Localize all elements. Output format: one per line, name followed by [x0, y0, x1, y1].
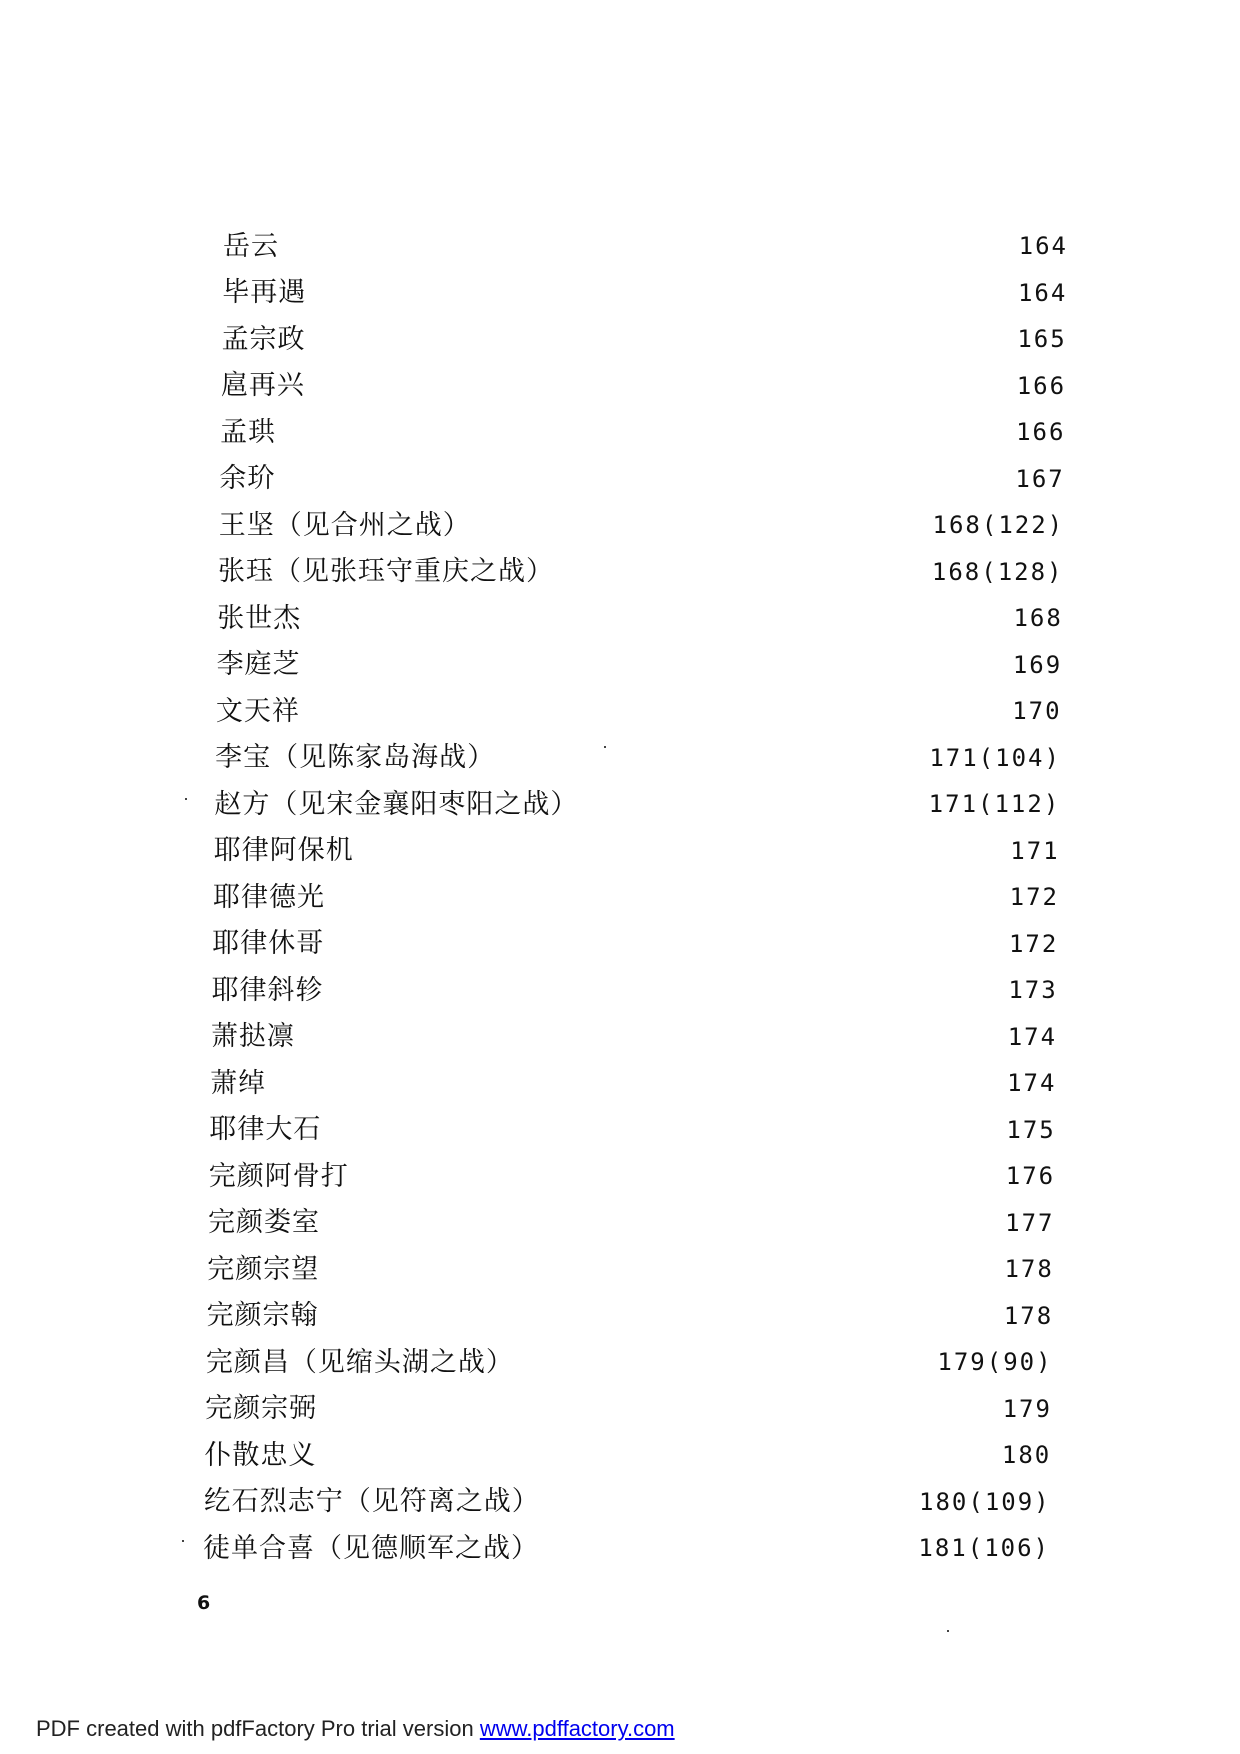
toc-entry — [207, 1246, 1054, 1286]
toc-entry — [216, 688, 1062, 728]
toc-entry-name: 李宝（见陈家岛海战） — [215, 742, 496, 773]
toc-entry-name: 耶律德光 — [213, 881, 325, 913]
toc-dot-leader — [268, 1060, 997, 1100]
toc-dot-leader — [323, 1107, 996, 1147]
toc-entry — [204, 1432, 1051, 1472]
toc-entry-name: 耶律阿保机 — [213, 835, 354, 866]
toc-entry — [217, 595, 1063, 635]
toc-entry — [222, 316, 1067, 356]
toc-entry-name: 赵方（见宋金襄阳枣阳之战） — [214, 788, 579, 820]
toc-entry-page: 181(106) — [918, 1534, 1050, 1562]
toc-entry — [220, 409, 1065, 449]
toc-entry-name: 王坚（见合州之战） — [218, 509, 471, 541]
toc-entry-page: 169 — [1012, 650, 1063, 679]
toc-entry — [217, 642, 1063, 682]
toc-entry — [221, 363, 1066, 403]
toc-entry-page: 179(90) — [937, 1348, 1053, 1376]
toc-entry — [222, 270, 1067, 310]
toc-dot-leader — [516, 1339, 928, 1379]
toc-entry — [207, 1293, 1054, 1333]
toc-entry — [209, 1153, 1055, 1193]
toc-entry-page: 174 — [1007, 1022, 1058, 1051]
toc-entry-name: 完颜宗翰 — [206, 1300, 319, 1331]
toc-entry-name: 耶律斜轸 — [211, 974, 324, 1006]
toc-entry-name: 耶律大石 — [209, 1114, 322, 1145]
scan-speck — [182, 1540, 184, 1542]
toc-entry-page: 170 — [1012, 697, 1062, 725]
toc-entry — [213, 874, 1059, 914]
toc-entry-page: 174 — [1007, 1069, 1057, 1097]
toc-dot-leader — [319, 1386, 992, 1426]
toc-entry-page: 176 — [1005, 1162, 1056, 1190]
toc-entry-name: 仆散忠义 — [204, 1439, 317, 1471]
toc-dot-leader — [327, 874, 1000, 914]
toc-entry — [212, 921, 1058, 961]
toc-entry-page: 164 — [1018, 232, 1068, 260]
toc-dot-leader — [297, 1014, 998, 1054]
toc-entry — [219, 502, 1064, 542]
toc-dot-leader — [321, 1293, 994, 1333]
toc-dot-leader — [326, 921, 999, 961]
toc-entry — [209, 1107, 1055, 1147]
toc-entry-name: 毕再遇 — [222, 277, 307, 308]
toc-entry-name: 完颜宗弼 — [205, 1393, 318, 1424]
page-number: 6 — [197, 1592, 211, 1614]
toc-entry-page: 168(128) — [931, 557, 1064, 586]
toc-entry-name: 徒单合喜（见德顺军之战） — [203, 1532, 539, 1564]
toc-dot-leader — [580, 781, 918, 821]
toc-entry — [215, 735, 1061, 775]
scan-speck — [947, 1630, 949, 1632]
footer-link[interactable]: www.pdffactory.com — [479, 1716, 675, 1741]
toc-entry-name: 扈再兴 — [220, 370, 305, 401]
toc-dot-leader — [356, 828, 1001, 868]
toc-entry-name: 文天祥 — [215, 695, 300, 727]
toc-entry — [205, 1386, 1052, 1426]
toc-entry-page: 166 — [1016, 418, 1066, 446]
toc-entry-page: 179 — [1002, 1394, 1052, 1423]
toc-entry-page: 178 — [1004, 1255, 1054, 1283]
toc-entry — [214, 781, 1060, 821]
toc-dot-leader — [322, 1200, 995, 1240]
toc-entry — [223, 223, 1068, 263]
toc-dot-leader — [307, 363, 1007, 403]
toc-dot-leader — [351, 1153, 996, 1193]
toc-entry — [218, 549, 1064, 589]
toc-dot-leader — [303, 642, 1003, 682]
toc-dot-leader — [281, 223, 1009, 263]
toc-entry-name: 萧挞凛 — [210, 1021, 295, 1052]
toc-entry-name: 李庭芝 — [216, 649, 301, 680]
toc-entry-page: 171(112) — [928, 790, 1061, 818]
toc-dot-leader — [541, 1525, 908, 1565]
toc-dot-leader — [321, 1246, 994, 1286]
toc-entry-page: 168(122) — [932, 511, 1065, 539]
toc-dot-leader — [497, 735, 919, 775]
toc-entry — [219, 456, 1064, 496]
toc-entry-name: 张珏（见张珏守重庆之战） — [218, 556, 554, 587]
toc-entry-name: 完颜阿骨打 — [208, 1160, 349, 1192]
toc-dot-leader — [308, 316, 1008, 356]
toc-entry — [214, 828, 1060, 868]
toc-entry — [210, 1060, 1056, 1100]
toc-entry-page: 167 — [1015, 464, 1065, 493]
toc-entry-page: 172 — [1009, 883, 1059, 911]
toc-dot-leader — [318, 1432, 991, 1472]
toc-entry-name: 张世杰 — [217, 602, 302, 634]
toc-entry-name: 耶律休哥 — [212, 928, 325, 959]
toc-dot-leader — [542, 1479, 909, 1519]
toc-entry-name: 完颜娄室 — [208, 1207, 320, 1238]
toc-dot-leader — [303, 595, 1003, 635]
scan-speck — [604, 746, 606, 748]
toc-dot-leader — [556, 549, 922, 589]
toc-dot-leader — [302, 688, 1002, 728]
toc-entry-page: 180 — [1001, 1441, 1052, 1469]
footer-text: PDF created with pdfFactory Pro trial version — [36, 1716, 480, 1741]
toc-entry-page: 172 — [1008, 929, 1059, 958]
toc-entry-name: 孟珙 — [220, 416, 277, 448]
footer-watermark — [36, 1716, 675, 1742]
toc-entry-name: 岳云 — [223, 230, 279, 262]
toc-entry-page: 177 — [1005, 1208, 1055, 1237]
toc-dot-leader — [278, 409, 1006, 449]
toc-entry-name: 余玠 — [219, 463, 276, 494]
toc-entry-page: 166 — [1016, 371, 1067, 400]
toc-entry-page: 175 — [1006, 1115, 1056, 1144]
toc-entry — [204, 1479, 1051, 1519]
toc-entry-page: 180(109) — [919, 1487, 1051, 1516]
toc-entry — [208, 1200, 1055, 1240]
toc-dot-leader — [326, 967, 999, 1007]
toc-entry — [211, 1014, 1057, 1054]
toc-entry-page: 168 — [1013, 604, 1063, 632]
toc-entry — [212, 967, 1058, 1007]
toc-entry-page: 178 — [1003, 1301, 1054, 1330]
toc-entry-page: 164 — [1017, 278, 1068, 307]
toc-entry-page: 171(104) — [929, 743, 1061, 772]
toc-dot-leader — [308, 270, 1008, 310]
toc-entry-name: 完颜宗望 — [207, 1253, 320, 1285]
toc-dot-leader — [277, 456, 1005, 496]
toc-entry — [206, 1339, 1053, 1379]
toc-entry-page: 173 — [1008, 976, 1058, 1004]
scan-speck — [185, 798, 187, 800]
toc-dot-leader — [473, 502, 923, 542]
toc-entry — [203, 1525, 1050, 1565]
toc-entry-name: 完颜昌（见缩头湖之战） — [205, 1346, 514, 1378]
toc-entry-page: 165 — [1017, 325, 1067, 353]
toc-entry-name: 纥石烈志宁（见符离之战） — [203, 1486, 540, 1517]
toc-entry-page: 171 — [1010, 836, 1060, 865]
toc-entry-name: 萧绰 — [210, 1067, 267, 1099]
toc-entry-name: 孟宗政 — [221, 323, 306, 355]
